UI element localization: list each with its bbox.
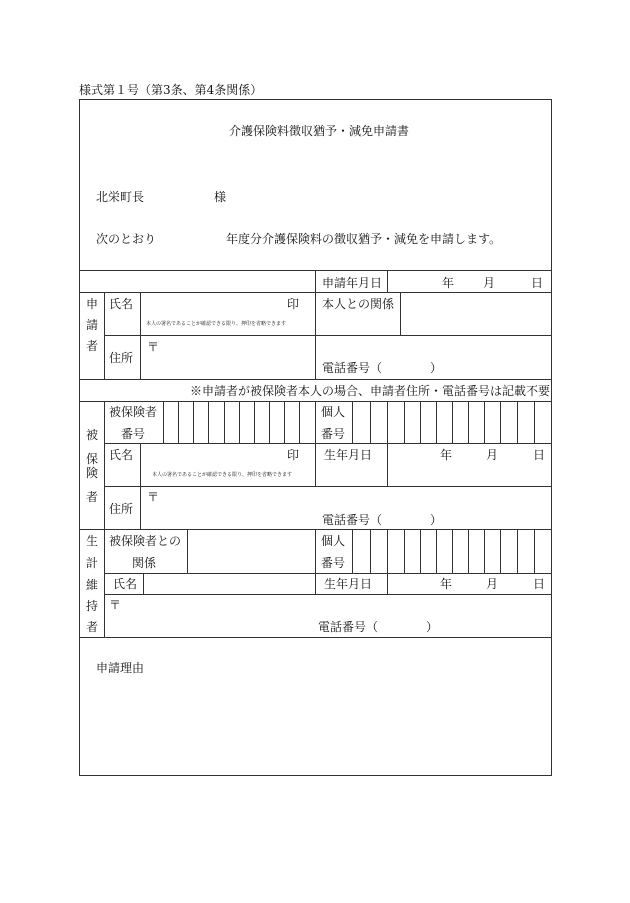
statement-prefix: 次のとおり xyxy=(96,232,157,246)
insured-phone-label: 電話番号（ ） xyxy=(322,513,443,527)
insured-seal-mark: 印 xyxy=(287,448,300,462)
applicant-address-label: 住所 xyxy=(109,351,134,365)
applicant-section-char: 請 xyxy=(86,318,99,332)
insured-number-label: 番号 xyxy=(121,427,146,441)
insured-address-label: 住所 xyxy=(109,502,134,516)
applicant-relation-label: 本人との関係 xyxy=(322,297,395,311)
supporter-personal-number-label: 番号 xyxy=(321,556,346,570)
supporter-birth-label: 生年月日 xyxy=(324,577,373,591)
applicant-section-char: 申 xyxy=(86,297,99,311)
reason-label: 申請理由 xyxy=(96,661,145,675)
application-date-month: 月 xyxy=(483,276,496,290)
supporter-section-char: 維 xyxy=(86,578,99,592)
insured-postal-mark: 〒 xyxy=(147,490,160,504)
insured-number-label: 被保険者 xyxy=(109,405,158,419)
insured-seal-note: 本人の署名であることが確認できる限り、押印を省略できます xyxy=(152,472,293,478)
reason-field[interactable] xyxy=(90,680,540,768)
insured-section-char: 保 xyxy=(86,452,99,466)
supporter-personal-number-label: 個人 xyxy=(321,534,346,548)
insured-name-label: 氏名 xyxy=(109,448,134,462)
supporter-postal-mark: 〒 xyxy=(109,598,122,612)
supporter-phone-label: 電話番号（ ） xyxy=(318,620,439,634)
insured-section-char: 被 xyxy=(86,428,99,442)
insured-birth-day: 日 xyxy=(533,448,546,462)
statement-body: 年度分介護保険料の徴収猶予・減免を申請します。 xyxy=(226,232,502,246)
insured-birth-label: 生年月日 xyxy=(324,448,373,462)
supporter-relation-label: 被保険者との xyxy=(109,534,182,548)
application-date-year: 年 xyxy=(442,276,455,290)
applicant-phone-label: 電話番号（ ） xyxy=(322,361,443,375)
application-date-day: 日 xyxy=(531,276,544,290)
supporter-relation-label: 関係 xyxy=(132,556,157,570)
insured-section-char: 険 xyxy=(86,466,99,480)
supporter-name-label: 氏名 xyxy=(113,577,138,591)
insured-birth-year: 年 xyxy=(440,448,453,462)
supporter-birth-day: 日 xyxy=(533,577,546,591)
supporter-birth-year: 年 xyxy=(440,577,453,591)
recipient-name: 北栄町長 xyxy=(96,190,145,204)
insured-personal-number-label: 番号 xyxy=(321,427,346,441)
insured-birth-month: 月 xyxy=(486,448,499,462)
address-omission-note: ※申請者が被保険者本人の場合、申請者住所・電話番号は記載不要 xyxy=(190,384,551,398)
supporter-section-char: 生 xyxy=(86,534,99,548)
applicant-seal-note: 本人の署名であることが確認できる限り、押印を省略できます xyxy=(146,321,287,327)
recipient-honorific: 様 xyxy=(214,190,227,204)
insured-section-char: 者 xyxy=(86,490,99,504)
applicant-section-char: 者 xyxy=(86,339,99,353)
applicant-postal-mark: 〒 xyxy=(147,340,160,354)
supporter-section-char: 者 xyxy=(86,620,99,634)
form-label: 様式第１号（第3条、第4条関係） xyxy=(79,83,263,97)
application-date-label: 申請年月日 xyxy=(322,276,383,290)
form-title: 介護保険料徴収猶予・減免申請書 xyxy=(229,124,410,138)
applicant-name-label: 氏名 xyxy=(109,297,134,311)
supporter-birth-month: 月 xyxy=(486,577,499,591)
supporter-section-char: 持 xyxy=(86,599,99,613)
supporter-section-char: 計 xyxy=(86,556,99,570)
applicant-seal-mark: 印 xyxy=(287,297,300,311)
insured-personal-number-label: 個人 xyxy=(321,405,346,419)
